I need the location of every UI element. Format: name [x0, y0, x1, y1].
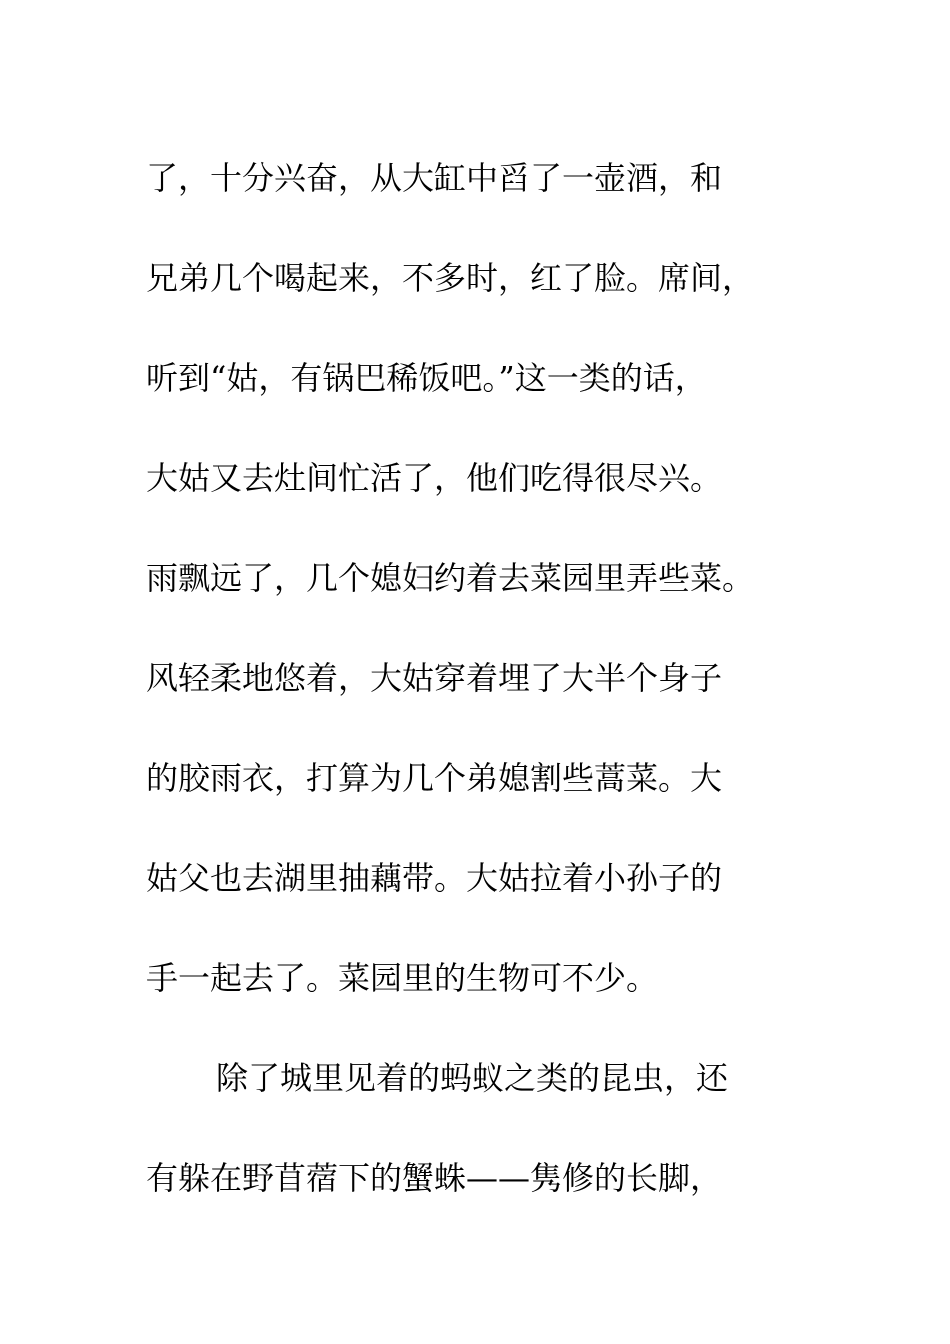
text-line: 手一起去了。菜园里的生物可不少。 [146, 959, 659, 997]
text-line: 的胶雨衣，打算为几个弟媳割些蒿菜。大 [146, 759, 723, 797]
text-body [146, 128, 866, 1228]
paragraph-start-line: 除了城里见着的蚂蚁之类的昆虫，还 [216, 1059, 729, 1097]
text-line: 雨飘远了，几个媳妇约着去菜园里弄些菜。 [146, 559, 755, 597]
text-line: 风轻柔地悠着，大姑穿着埋了大半个身子 [146, 659, 723, 697]
text-line: 兄弟几个喝起来，不多时，红了脸。席间， [146, 259, 755, 297]
text-line: 了，十分兴奋，从大缸中舀了一壶酒，和 [146, 159, 723, 197]
text-line: 姑父也去湖里抽藕带。大姑拉着小孙子的 [146, 859, 723, 897]
text-line: 听到“姑，有锅巴稀饭吧。”这一类的话， [146, 359, 707, 397]
text-line: 大姑又去灶间忙活了，他们吃得很尽兴。 [146, 459, 723, 497]
text-line: 有躲在野苜蓿下的蟹蛛——隽修的长脚， [146, 1159, 723, 1197]
